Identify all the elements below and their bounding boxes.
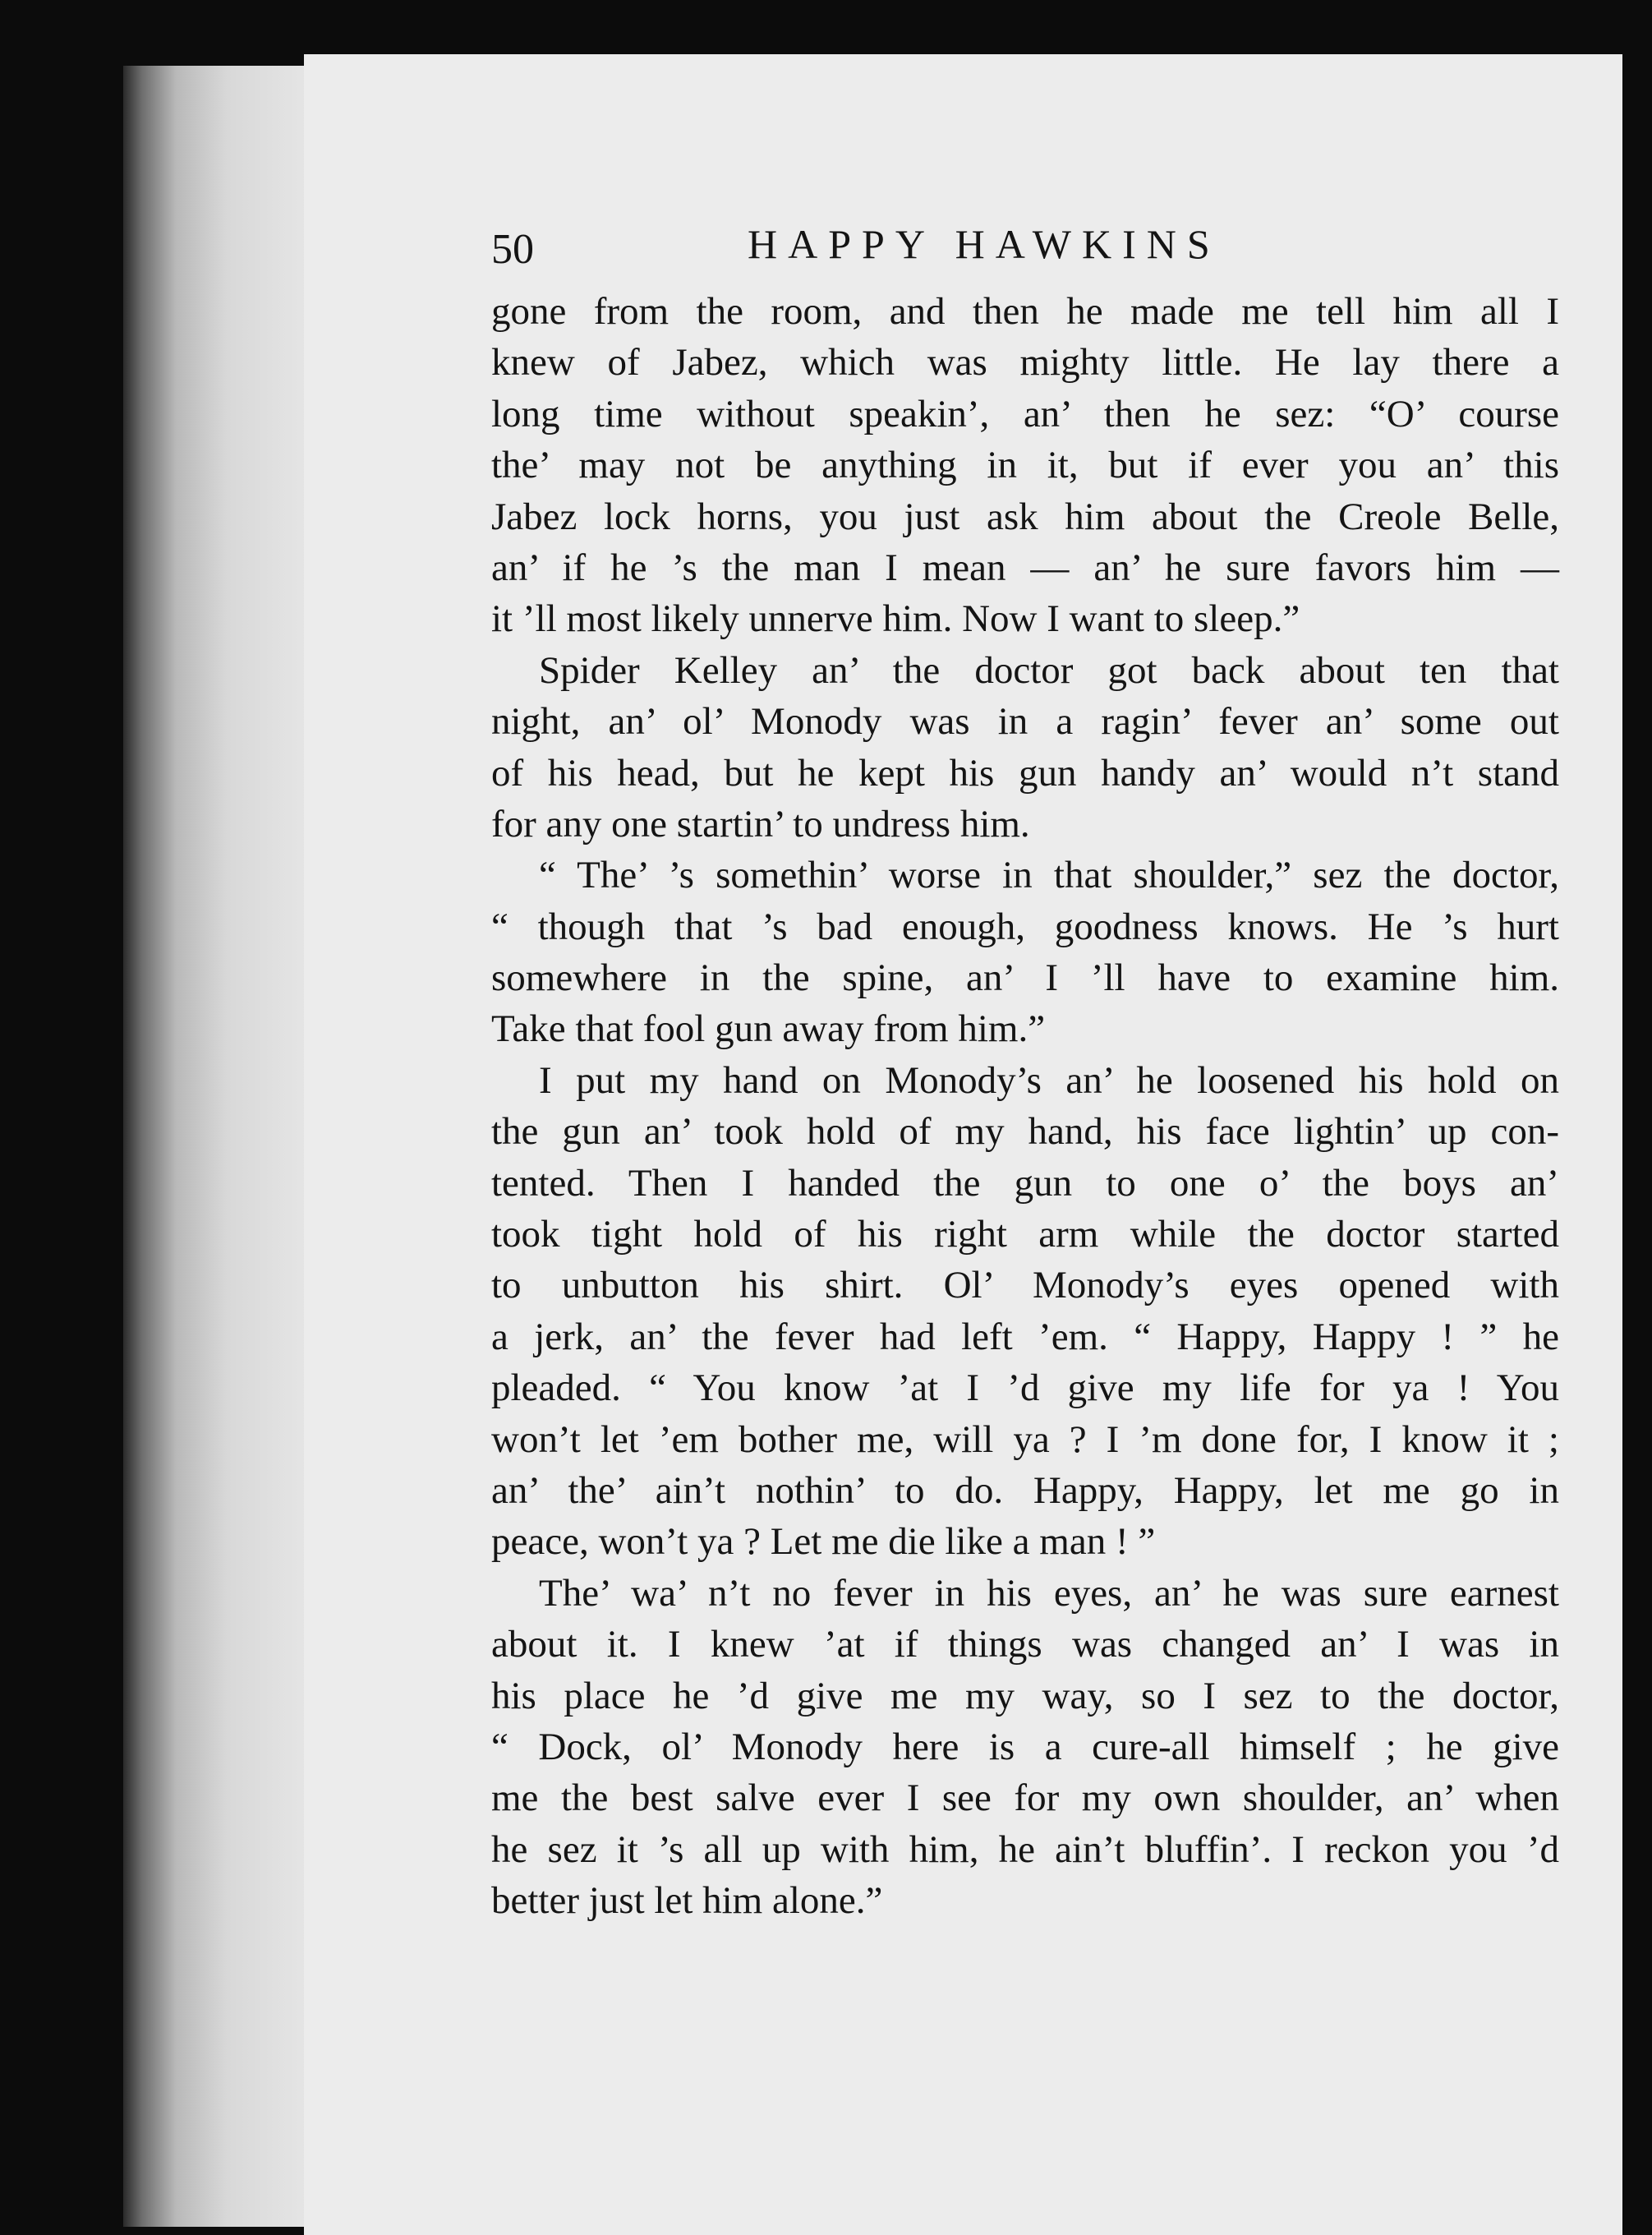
text-line: tented. Then I handed the gun to one o’ the boys an’ — [491, 1161, 1559, 1205]
text-line: it ’ll most likely unnerve him. Now I want to sleep.” — [491, 597, 1300, 641]
text-line: his place he ’d give me my way, so I sez to the doctor, — [491, 1674, 1559, 1717]
text-line: of his head, but he kept his gun handy an’ would n’t stand — [491, 751, 1559, 795]
page-edge-shadow — [123, 66, 312, 2227]
text-line: a jerk, an’ the fever had left ’em. “ Happy, Happy ! ” he — [491, 1315, 1559, 1358]
text-line: the gun an’ took hold of my hand, his face lightin’ up con- — [491, 1110, 1559, 1154]
page-number: 50 — [491, 226, 534, 273]
text-line: for any one startin’ to undress him. — [491, 802, 1030, 846]
text-line: Spider Kelley an’ the doctor got back about ten that — [539, 648, 1559, 692]
text-line: pleaded. “ You know ’at I ’d give my life for ya ! You — [491, 1366, 1559, 1410]
text-line: “ The’ ’s somethin’ worse in that shoulder,” sez the doctor, — [539, 854, 1559, 897]
text-line: knew of Jabez, which was mighty little. He lay there a — [491, 341, 1559, 385]
text-line: an’ if he ’s the man I mean — an’ he sure favors him — — [491, 546, 1559, 589]
text-line: Take that fool gun away from him.” — [491, 1007, 1046, 1051]
body-text — [491, 286, 1559, 1927]
text-line: to unbutton his shirt. Ol’ Monody’s eyes opened with — [491, 1264, 1559, 1307]
text-line: long time without speakin’, an’ then he sez: “O’ course — [491, 392, 1559, 435]
text-line: gone from the room, and then he made me tell him all I — [491, 290, 1559, 333]
text-line: I put my hand on Monody’s an’ he loosened his hold on — [539, 1058, 1559, 1102]
text-line: night, an’ ol’ Monody was in a ragin’ fever an’ some out — [491, 700, 1559, 744]
text-line: better just let him alone.” — [491, 1879, 883, 1923]
text-line: took tight hold of his right arm while the doctor started — [491, 1213, 1559, 1256]
text-line: me the best salve ever I see for my own shoulder, an’ when — [491, 1776, 1559, 1820]
text-line: peace, won’t ya ? Let me die like a man ! ” — [491, 1520, 1156, 1564]
text-line: Jabez lock horns, you just ask him about the Creole Belle, — [491, 495, 1559, 538]
text-line: “ though that ’s bad enough, goodness knows. He ’s hurt — [491, 905, 1559, 948]
running-title: HAPPY HAWKINS — [748, 221, 1221, 267]
text-line: somewhere in the spine, an’ I ’ll have to examine him. — [491, 956, 1559, 1000]
page-header — [491, 220, 1313, 278]
text-line: an’ the’ ain’t nothin’ to do. Happy, Happy, let me go in — [491, 1468, 1559, 1512]
text-line: “ Dock, ol’ Monody here is a cure-all himself ; he give — [491, 1725, 1559, 1768]
text-line: the’ may not be anything in it, but if ever you an’ this — [491, 444, 1559, 487]
text-line: about it. I knew ’at if things was changed an’ I was in — [491, 1623, 1559, 1666]
text-line: The’ wa’ n’t no fever in his eyes, an’ he was sure earnest — [539, 1571, 1559, 1615]
text-line: he sez it ’s all up with him, he ain’t bluffin’. I reckon you ’d — [491, 1827, 1559, 1871]
text-line: won’t let ’em bother me, will ya ? I ’m done for, I know it ; — [491, 1417, 1559, 1461]
